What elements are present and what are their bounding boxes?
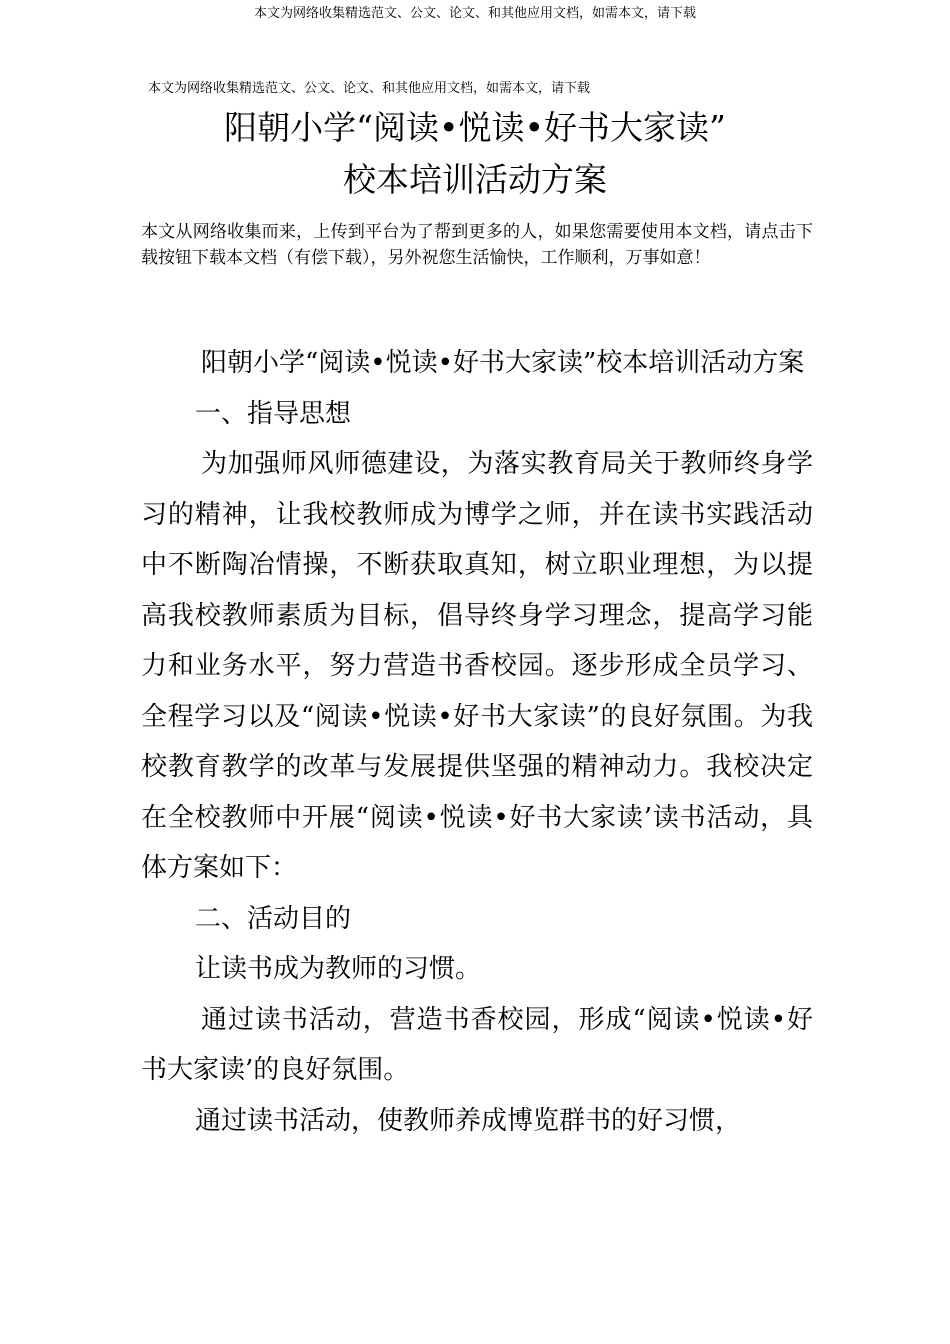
body-doc-title: 阳朝小学“阅读•悦读•好书大家读”校本培训活动方案 xyxy=(201,348,805,378)
section1-heading: 一、指导思想 xyxy=(195,398,352,429)
document-title-line1: 阳朝小学“阅读•悦读•好书大家读” xyxy=(224,108,726,147)
document-title-line2: 校本培训活动方案 xyxy=(343,160,607,199)
section2-heading: 二、活动目的 xyxy=(195,903,352,934)
section1-paragraph: 为加强师风师德建设，为落实教育局关于教师终身学习的精神，让我校教师成为博学之师，并在读书实践活动中不断陶冶情操，不断获取真知，树立职业理想，为以提高我校教师素质为目标，倡导终身学习理念，提高学习能力和业务水平，努力营造书香校园。逐步形成全员学习、全程学习以及“阅读•悦读•好书大家读”的良好氛围。为我校教育教学的改革与发展提供坚强的精神动力。我校决定在全校教师中开展“阅读•悦读•好书大家读’读书活动，具体方案如下： xyxy=(141,449,813,883)
section2-item-1: 让读书成为教师的习惯。 xyxy=(195,954,482,984)
sub-banner: 本文为网络收集精选范文、公文、论文、和其他应用文档，如需本文，请下载 xyxy=(148,81,591,96)
download-notice: 本文从网络收集而来，上传到平台为了帮到更多的人，如果您需要使用本文档，请点击下载按钮下载本文档（有偿下载），另外祝您生活愉快，工作顺利，万事如意！ xyxy=(141,222,813,268)
top-banner: 本文为网络收集精选范文、公文、论文、和其他应用文档，如需本文，请下载 xyxy=(253,6,696,21)
document-body xyxy=(141,338,813,1146)
section2-item-2: 通过读书活动，营造书香校园，形成“阅读•悦读•好书大家读’的良好氛围。 xyxy=(141,1004,813,1085)
section2-item-3: 通过读书活动，使教师养成博览群书的好习惯， xyxy=(195,1105,742,1136)
